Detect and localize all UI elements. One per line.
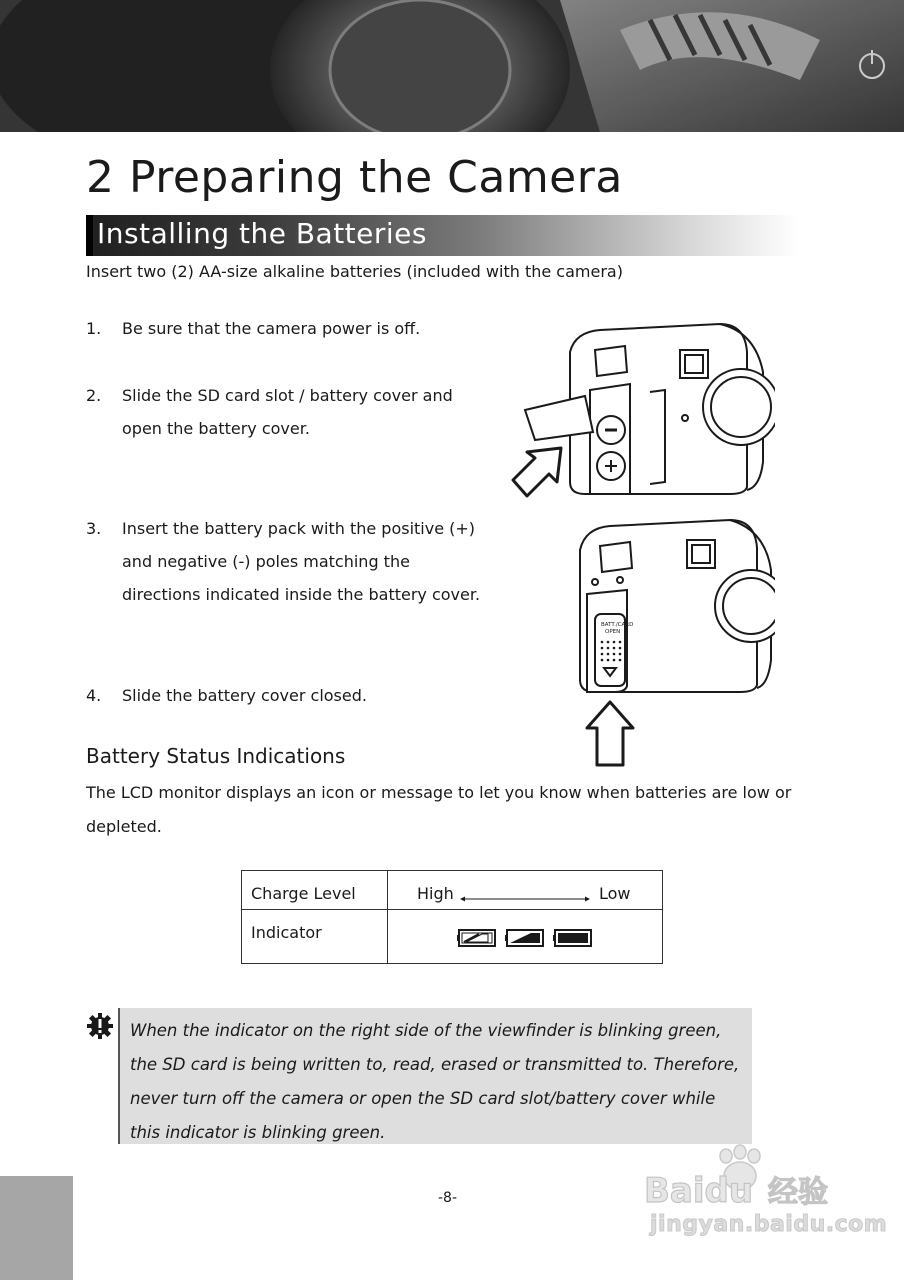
step-4 [86,679,367,712]
cover-label-line2: OPEN [605,629,621,635]
chapter-title: 2 Preparing the Camera [86,152,623,203]
battery-status-description: The LCD monitor displays an icon or message to let you know when batteries are low or depleted. [86,783,792,836]
step-text [122,679,367,712]
warning-note [118,1008,752,1144]
step-line: Slide the SD card slot / battery cover and [122,386,453,405]
step-text [122,379,453,445]
watermark-brand-cn: 经验 [768,1175,828,1210]
step-number: 4. [86,686,102,705]
high-label: High [417,884,454,903]
battery-half-icon [505,930,543,946]
indicator-label: Indicator [251,923,322,942]
section-header-bar [86,215,798,256]
step-line: directions indicated inside the battery cover. [122,585,481,604]
camera-closed-cover-illustration [575,510,775,775]
step-line: open the battery cover. [122,419,310,438]
battery-status-heading: Battery Status Indications [86,744,346,768]
camera-photo-banner [0,0,904,132]
step-line: and negative (-) poles matching the [122,552,410,571]
table-divider-horizontal [242,909,662,910]
page-number: -8- [438,1190,458,1206]
battery-full-icon [457,930,495,946]
step-text [122,512,480,611]
battery-level-icons [457,927,597,949]
step-line: Slide the battery cover closed. [122,686,367,705]
camera-open-cover-illustration [505,312,775,502]
watermark-brand: Baidu [644,1171,754,1211]
double-arrow-icon [460,895,590,903]
note-gear-icon [87,1013,113,1039]
intro-text: Insert two (2) AA-size alkaline batteries (included with the camera) [86,262,623,281]
header-banner-image [0,0,904,132]
step-number: 2. [86,386,102,405]
section-title: Installing the Batteries [97,217,427,250]
note-text: When the indicator on the right side of the viewfinder is blinking green, the SD card is being written to, read, erased or transmitted to. Therefore, never turn off the camera or open the SD card slot/battery cover while this indicator is blinking green. [130,1021,740,1142]
page-side-tab [0,1176,73,1280]
section-bar-accent [86,215,93,256]
charge-level-table [241,870,663,964]
step-number: 1. [86,319,102,338]
baidu-watermark-logo [640,1142,860,1212]
step-number: 3. [86,519,102,538]
table-divider-vertical [387,871,388,963]
step-3 [86,512,480,611]
step-text [122,312,420,345]
watermark-url: jingyan.baidu.com [650,1212,888,1237]
battery-empty-icon [553,930,591,946]
low-label: Low [599,884,631,903]
cover-label-line1: BATT./CARD [601,622,634,628]
step-2 [86,379,453,445]
step-line: Be sure that the camera power is off. [122,319,421,338]
step-line: Insert the battery pack with the positive (+) [122,519,476,538]
step-1 [86,312,420,345]
charge-level-label: Charge Level [251,884,356,903]
